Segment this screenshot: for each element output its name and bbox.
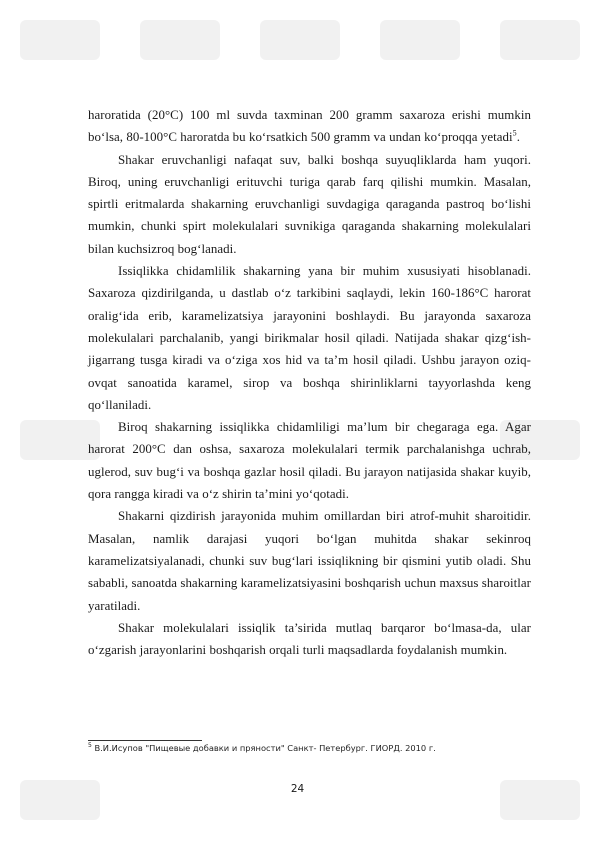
page-number: 24 <box>290 783 305 795</box>
paragraph-solubility: Shakar eruvchanligi nafaqat suv, balki boshqa suyuqliklarda ham yuqori. Biroq, uning eruvchanligi erituvchi turiga qarab farq qilishi mumkin. Masalan, spirtli eritmalarda shakarning eruvchanligi suvdagiga qaraganda pastroq bo‘lishi mumkin, chunki spirt molekulalari suvnikiga qaraganda shakarning molekulalari bilan kuchsizroq bog‘lanadi. <box>88 152 531 256</box>
footnote-reference: 5 <box>512 129 517 138</box>
footnote-text: В.И.Исупов "Пищевые добавки и пряности" Санкт- Петербург. ГИОРД. 2010 г. <box>91 743 436 753</box>
paragraph-heat-resistance: Issiqlikka chidamlilik shakarning yana bir muhim xususiyati hisoblanadi. Saxaroza qizdirilganda, u dastlab o‘z tarkibini saqlaydi, lekin 160-186°C harorat oralig‘ida erib, karamelizatsiya jarayonini boshlaydi. Bu jarayonda saxaroza molekulalari parchalanib, yangi birikmalar hosil qiladi. Natijada shakar qizg‘ish-jigarrang tusga kiradi va o‘ziga xos hid va ta’m hosil qiladi. Ushbu jarayon oziq-ovqat sanoatida karamel, sirop va boshqa shirinliklarni tayyorlashda keng qo‘llaniladi. <box>88 264 531 412</box>
sentence-end: . <box>516 130 520 145</box>
footnote-divider <box>88 740 202 741</box>
paragraph-environment: Shakarni qizdirish jarayonida muhim omillardan biri atrof-muhit sharoitidir. Masalan, namlik darajasi yuqori bo‘lgan muhitda shakar sekinroq karamelizatsiyalanadi, chunki suv bug‘lari issiqlikning bir qismini yutib oladi. Shu sababli, sanoatda shakarning karamelizatsiyasini boshqarish uchun maxsus sharoitlar yaratiladi. <box>88 509 531 613</box>
paragraph-continuation <box>88 104 531 149</box>
page-body <box>88 104 531 661</box>
footnote-marker: 5 <box>88 742 92 750</box>
paragraph-stability: Shakar molekulalari issiqlik ta’sirida mutlaq barqaror bo‘lmasa-da, ular o‘zgarish jarayonlarini boshqarish orqali turli maqsadlarda foydalanish mumkin. <box>88 620 531 658</box>
footnote <box>88 742 531 754</box>
paragraph-heat-limit: Biroq shakarning issiqlikka chidamliligi ma’lum bir chegaraga ega. Agar harorat 200°C dan oshsa, saxaroza molekulalari termik parchalanishga uchrab, uglerod, suv bug‘i va boshqa gazlar hosil qiladi. Bu jarayon natijasida shakar kuyib, qora rangga kiradi va o‘z shirin ta’mini yo‘qotadi. <box>88 420 531 502</box>
paragraph-text: haroratida (20°C) 100 ml suvda taxminan 200 gramm saxaroza erishi mumkin bo‘lsa, 80-100°C haroratda bu ko‘rsatkich 500 gramm va undan ko‘proqqa yetadi <box>88 108 531 145</box>
